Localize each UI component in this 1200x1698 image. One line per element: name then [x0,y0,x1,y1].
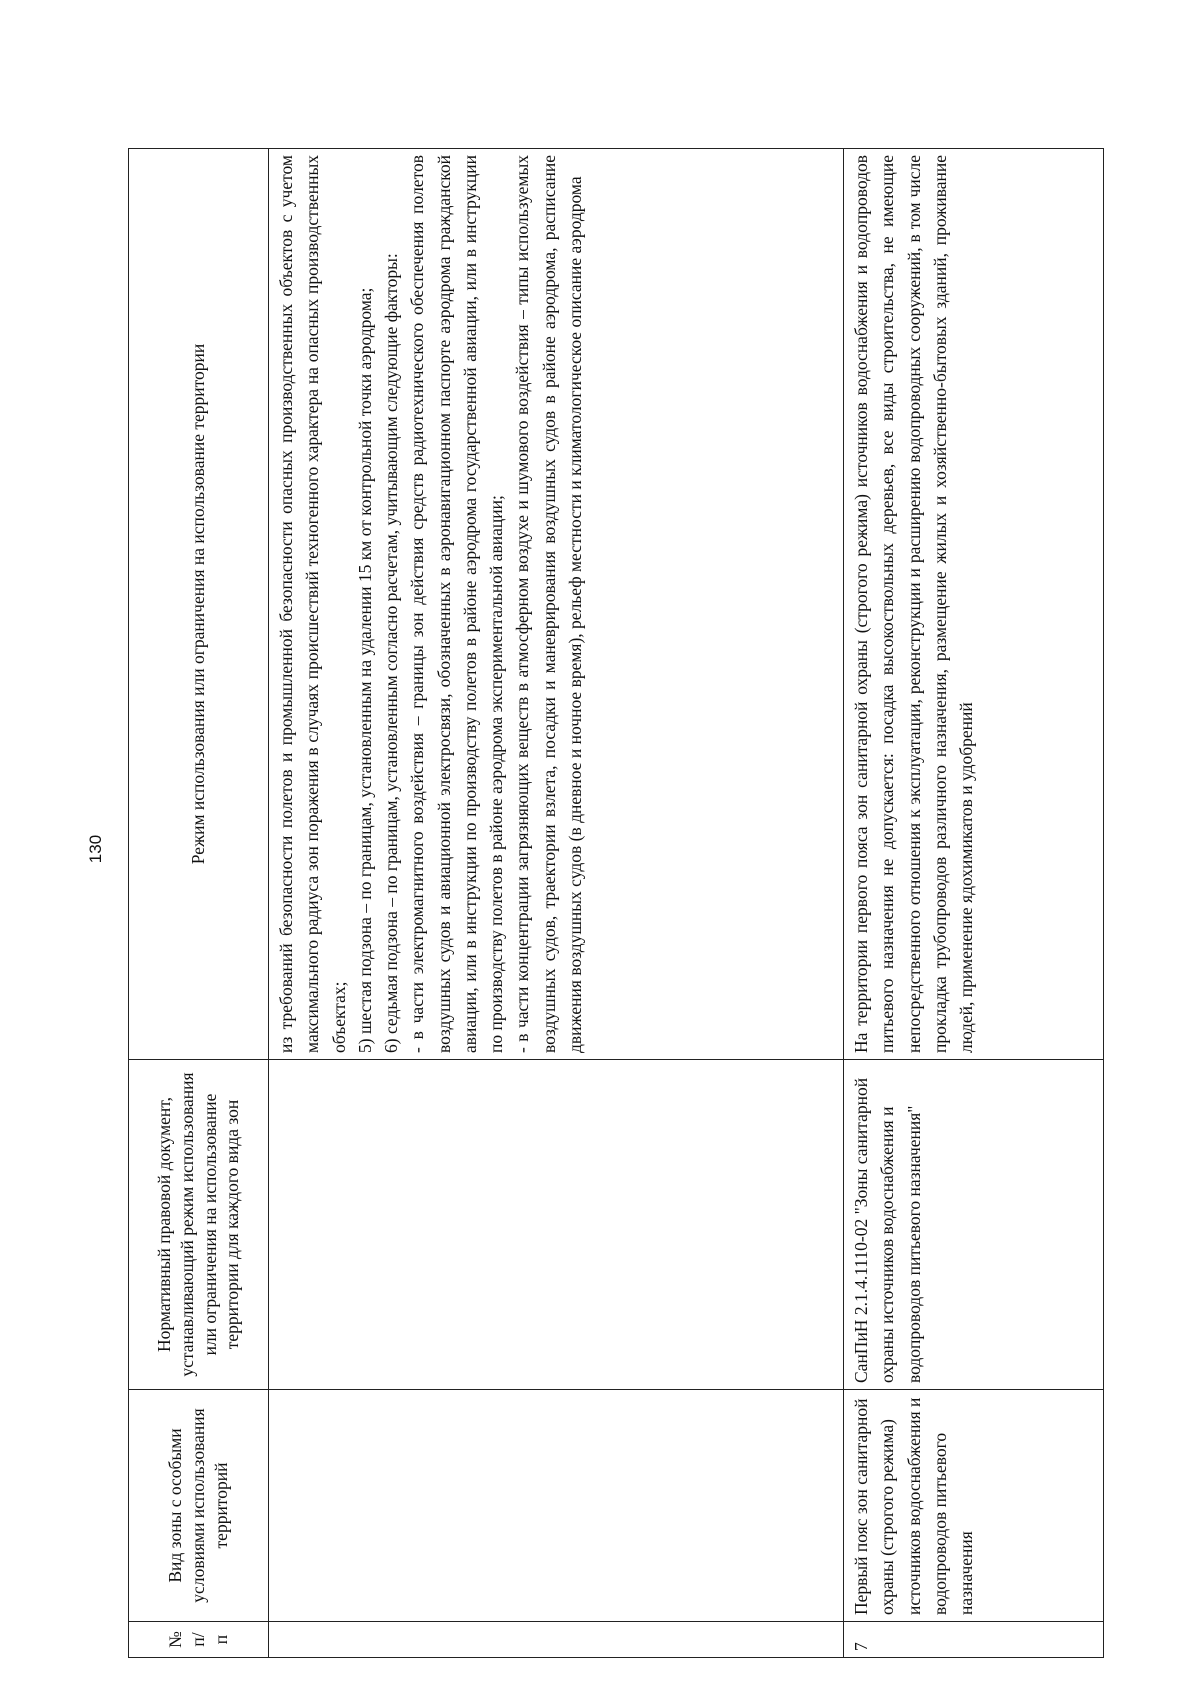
regime-paragraph: 5) шестая подзона – по границам, установленным на удалении 15 км от контрольной точки аэродрома; [354,287,375,1053]
table-row [269,149,844,1658]
cell-regime [844,149,1104,1060]
header-normative-doc: Нормативный правовой документ, устанавливающий режим использования или ограничения на использование территории для каждого вида зон [129,1060,269,1390]
header-num: № п/п [129,1622,269,1658]
zones-table [128,148,1104,1658]
regime-paragraph: На территории первого пояса зон санитарной охраны (строгого режима) источников водоснабжения и водопроводов питьевого назначения не допускается: посадка высокоствольных деревьев, все виды строительства, не имеющие непосредственного отношения к эксплуатации, реконструкции и расширению водопроводных сооружений, в том числе прокладка трубопроводов различного назначения, размещение жилых и хозяйственно-бытовых зданий, проживание людей, применение ядохимикатов и удобрений [851,155,976,1053]
table-row [844,149,1104,1658]
regime-paragraph: - в части электромагнитного воздействия – границы зон действия средств радиотехнического обеспечения полетов воздушных судов и авиационной электросвязи, обозначенных в аэронавигационном паспорте аэродрома гражданской авиации, или в инструкции по производству полетов в районе аэродрома государственной авиации, или в инструкции по производству полетов в районе аэродрома экспериментальной авиации; [407,155,506,1053]
cell-regime [269,149,844,1060]
regime-paragraph: - в части концентрации загрязняющих веществ в атмосферном воздухе и шумового воздействия – типы используемых воздушных судов, траектории взлета, посадки и маневрирования воздушных судов в районе аэродрома, расписание движения воздушных судов (в дневное и ночное время), рельеф местности и климатологическое описание аэродрома [512,155,585,1053]
table-header-row [129,149,269,1658]
cell-zone-kind [269,1390,844,1622]
cell-num [269,1622,844,1658]
page-number: 130 [86,834,105,864]
regime-paragraph: 6) седьмая подзона – по границам, установленным согласно расчетам, учитывающим следующие факторы: [381,253,401,1053]
cell-num: 7 [844,1622,1104,1658]
cell-zone-kind: Первый пояс зон санитарной охраны (строгого режима) источников водоснабжения и водопроводов питьевого назначения [844,1390,1104,1622]
header-zone-kind: Вид зоны с особыми условиями использования территорий [129,1390,269,1622]
cell-normative-doc: СанПиН 2.1.4.1110-02 "Зоны санитарной охраны источников водоснабжения и водопроводов питьевого назначения" [844,1060,1104,1390]
header-regime: Режим использования или ограничения на использование территории [129,149,269,1060]
regime-paragraph: из требований безопасности полетов и промышленной безопасности опасных производственных объектов с учетом максимального радиуса зон поражения в случаях происшествий техногенного характера на опасных производственных объектах; [276,155,349,1053]
rotated-table-container [128,148,1104,1658]
cell-normative-doc [269,1060,844,1390]
